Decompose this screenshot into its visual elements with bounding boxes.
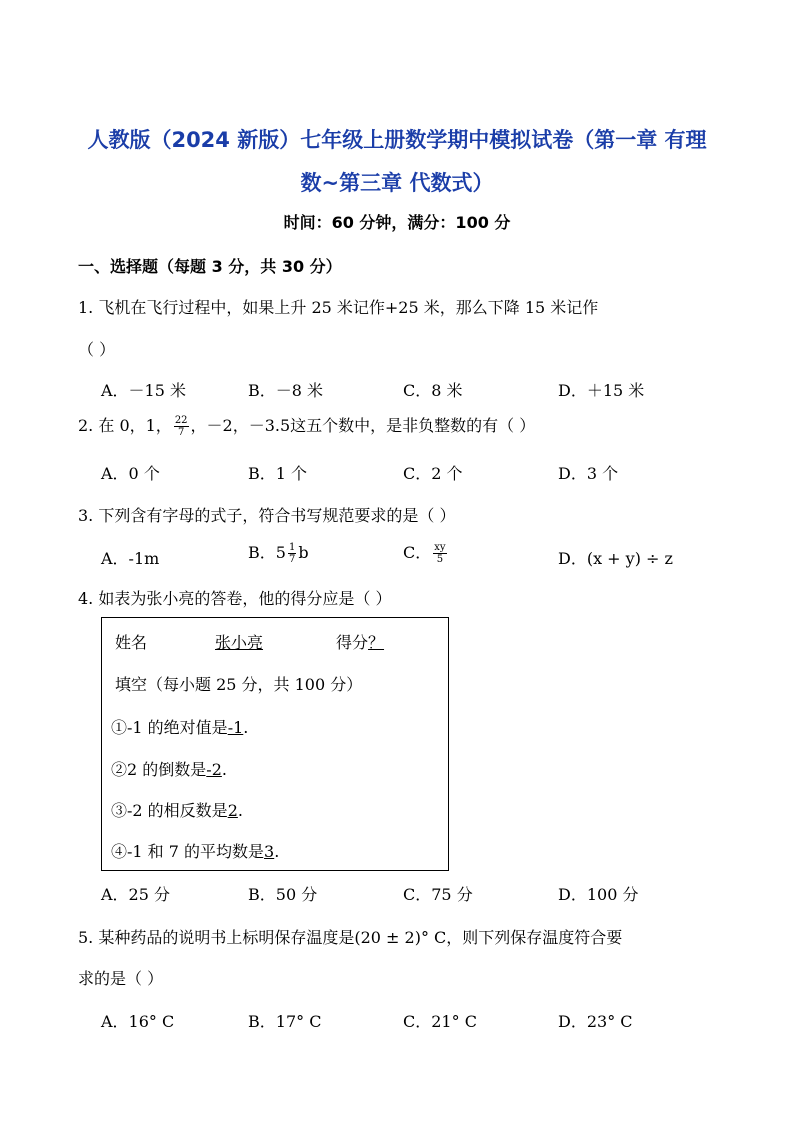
question-2-option-a: A．0 个: [101, 464, 160, 483]
item-3-answer: 2: [227, 801, 238, 820]
question-2-option-c: C．2 个: [403, 464, 463, 483]
question-2-suffix: ，－2，－3.5这五个数中，是非负整数的有（ ）: [190, 416, 536, 435]
item-4: [111, 839, 279, 862]
question-1-option-b: B．－8 米: [248, 381, 324, 400]
question-5-option-a: A．16° C: [101, 1012, 175, 1031]
answer-sheet-box: [101, 617, 449, 871]
score-label: 得分: [336, 633, 369, 652]
item-1-answer: -1: [227, 718, 244, 737]
option-b-fraction: [288, 542, 296, 565]
question-4-option-d: D．100 分: [558, 885, 639, 904]
question-5-option-c: C．21° C: [403, 1012, 477, 1031]
exam-time-score: 时间：60 分钟，满分：100 分: [283, 213, 511, 232]
fraction-numerator: xy: [434, 542, 446, 553]
question-3-option-b: [248, 540, 309, 565]
question-2-option-b: B．1 个: [248, 464, 308, 483]
item-3-end: .: [237, 801, 243, 820]
question-1-blank: （ ）: [78, 340, 116, 359]
item-1: [111, 715, 248, 738]
name-value: 张小亮: [215, 633, 264, 652]
question-5-option-b: B．17° C: [248, 1012, 322, 1031]
question-4-option-a: A．25 分: [101, 885, 171, 904]
name-label: 姓名: [115, 633, 148, 652]
score-field: [336, 630, 384, 653]
question-3-option-a: A．-1m: [101, 549, 160, 568]
option-c-prefix: C．: [403, 543, 432, 562]
option-c-fraction: [433, 542, 446, 565]
item-2-answer: -2: [206, 760, 222, 779]
question-4-option-b: B．50 分: [248, 885, 318, 904]
question-3-option-c: [403, 540, 449, 565]
section-heading: 一、选择题（每题 3 分，共 30 分）: [78, 257, 342, 276]
question-1-option-d: D．＋15 米: [558, 381, 645, 400]
question-1-option-a: A．－15 米: [101, 381, 187, 400]
document-title-line-1: 人教版（2024 新版）七年级上册数学期中模拟试卷（第一章 有理: [87, 128, 707, 152]
question-2-prefix: 2. 在 0，1，: [78, 416, 172, 435]
item-1-text: ①-1 的绝对值是: [111, 718, 228, 737]
question-2-text: [78, 413, 535, 438]
question-5-text-line-2: 求的是（ ）: [78, 969, 164, 988]
item-2-end: .: [221, 760, 227, 779]
question-2-fraction: [174, 415, 189, 438]
question-5-option-d: D．23° C: [558, 1012, 633, 1031]
item-4-text: ④-1 和 7 的平均数是: [111, 842, 265, 861]
item-4-answer: 3: [264, 842, 275, 861]
item-1-end: .: [243, 718, 249, 737]
item-3: [111, 798, 243, 821]
item-2: [111, 757, 227, 780]
option-b-prefix: B．5: [248, 543, 286, 562]
question-5-text-line-1: 5. 某种药品的说明书上标明保存温度是(20 ± 2)° C，则下列保存温度符合要: [78, 928, 623, 947]
fraction-denominator: 5: [436, 554, 444, 565]
item-4-end: .: [274, 842, 280, 861]
fraction-numerator: 1: [288, 542, 296, 553]
question-1-text: 1. 飞机在飞行过程中，如果上升 25 米记作+25 米，那么下降 15 米记作: [78, 298, 599, 317]
question-1-option-c: C．8 米: [403, 381, 463, 400]
question-4-text: 4. 如表为张小亮的答卷，他的得分应是（ ）: [78, 589, 392, 608]
fraction-denominator: 7: [177, 427, 185, 438]
option-b-suffix: b: [298, 543, 309, 562]
fraction-numerator: 22: [174, 415, 188, 426]
document-title-line-2: 数~第三章 代数式）: [300, 171, 494, 195]
score-value: ？: [368, 633, 385, 652]
question-4-option-c: C．75 分: [403, 885, 473, 904]
question-3-option-d: D．(x + y) ÷ z: [558, 549, 673, 568]
question-2-option-d: D．3 个: [558, 464, 619, 483]
instruction-text: 填空（每小题 25 分，共 100 分）: [115, 675, 363, 694]
fraction-denominator: 7: [288, 554, 296, 565]
item-2-text: ②2 的倒数是: [111, 760, 207, 779]
item-3-text: ③-2 的相反数是: [111, 801, 228, 820]
question-3-text: 3. 下列含有字母的式子，符合书写规范要求的是（ ）: [78, 506, 456, 525]
